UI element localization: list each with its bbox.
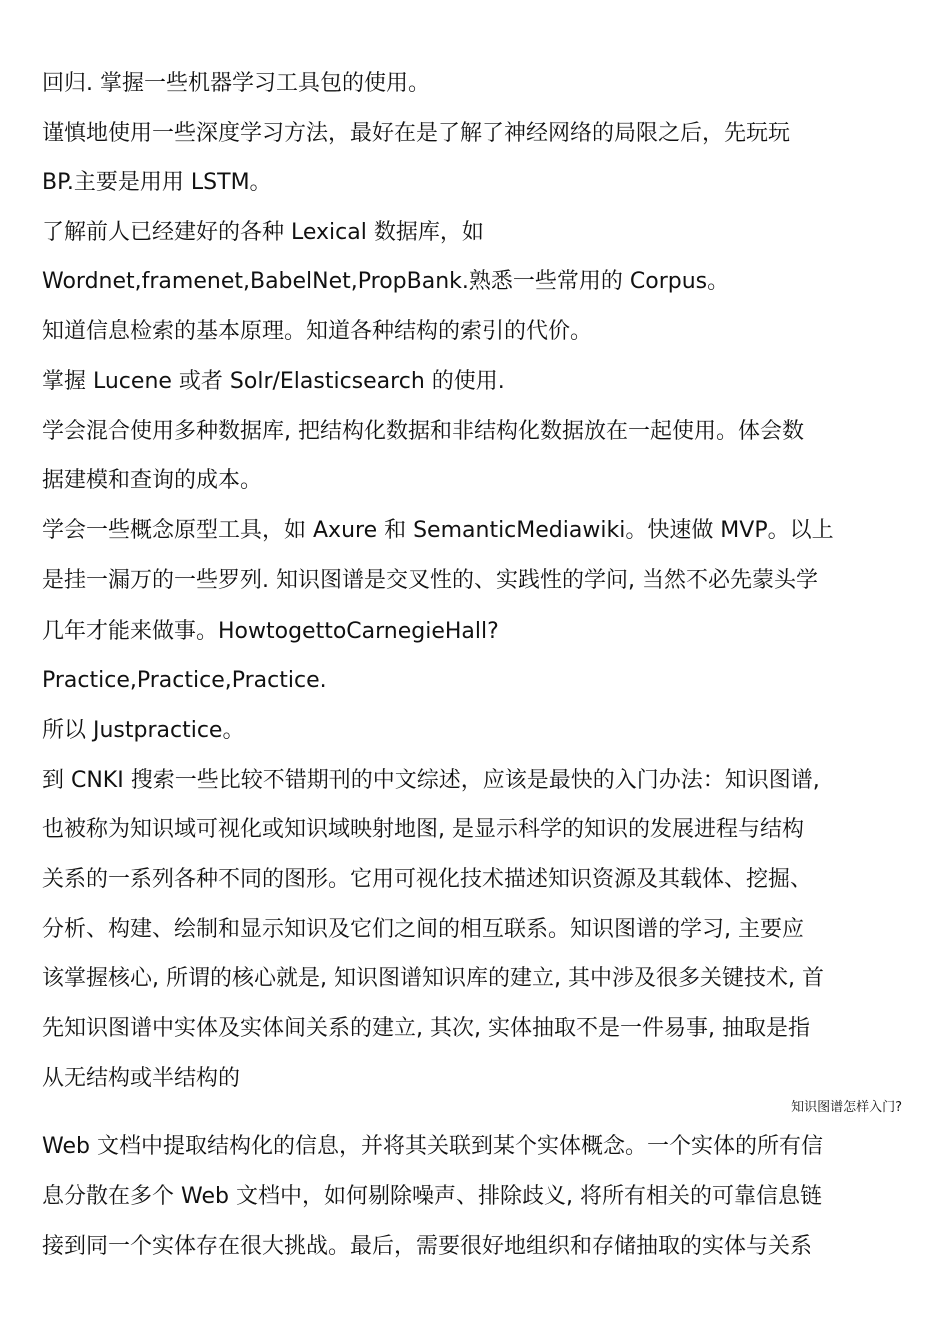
text-line: 分析、构建、绘制和显示知识及它们之间的相互联系。知识图谱的学习, 主要应 bbox=[42, 917, 804, 942]
text-line: 掌握 Lucene 或者 Solr/Elasticsearch 的使用. bbox=[42, 369, 505, 394]
text-line: 到 CNKI 搜索一些比较不错期刊的中文综述，应该是最快的入门办法：知识图谱, bbox=[42, 768, 820, 793]
text-line: 也被称为知识域可视化或知识域映射地图, 是显示科学的知识的发展进程与结构 bbox=[42, 817, 804, 842]
text-line: Web 文档中提取结构化的信息，并将其关联到某个实体概念。一个实体的所有信 bbox=[42, 1134, 823, 1159]
text-line: 从无结构或半结构的 bbox=[42, 1066, 241, 1091]
text-line: Wordnet,framenet,BabelNet,PropBank.熟悉一些常用的 Corpus。 bbox=[42, 269, 730, 294]
text-line: 关系的一系列各种不同的图形。它用可视化技术描述知识资源及其载体、挖掘、 bbox=[42, 867, 813, 892]
text-line: 该掌握核心, 所谓的核心就是, 知识图谱知识库的建立, 其中涉及很多关键技术, 首 bbox=[42, 966, 824, 991]
text-line: 谨慎地使用一些深度学习方法，最好在是了解了神经网络的局限之后，先玩玩 bbox=[42, 121, 791, 146]
text-line: 学会一些概念原型工具，如 Axure 和 SemanticMediawiki。快速做 MVP。以上 bbox=[42, 518, 834, 543]
text-line: 先知识图谱中实体及实体间关系的建立, 其次, 实体抽取不是一件易事, 抽取是指 bbox=[42, 1016, 810, 1041]
text-line: 回归. 掌握一些机器学习工具包的使用。 bbox=[42, 71, 430, 96]
page-caption: 知识图谱怎样入门? bbox=[791, 1100, 902, 1115]
text-line: 几年才能来做事。HowtogettoCarnegieHall? bbox=[42, 619, 499, 644]
text-line: Practice,Practice,Practice. bbox=[42, 668, 327, 693]
text-line: 据建模和查询的成本。 bbox=[42, 468, 263, 493]
text-line: 学会混合使用多种数据库, 把结构化数据和非结构化数据放在一起使用。体会数 bbox=[42, 419, 804, 444]
text-line: 知道信息检索的基本原理。知道各种结构的索引的代价。 bbox=[42, 319, 593, 344]
text-line: 所以 Justpractice。 bbox=[42, 718, 245, 743]
text-line: 息分散在多个 Web 文档中，如何剔除噪声、排除歧义, 将所有相关的可靠信息链 bbox=[42, 1184, 822, 1209]
text-line: 是挂一漏万的一些罗列. 知识图谱是交叉性的、实践性的学问, 当然不必先蒙头学 bbox=[42, 568, 818, 593]
text-line: BP.主要是用用 LSTM。 bbox=[42, 170, 272, 195]
text-line: 了解前人已经建好的各种 Lexical 数据库，如 bbox=[42, 220, 484, 245]
text-line: 接到同一个实体存在很大挑战。最后，需要很好地组织和存储抽取的实体与关系 bbox=[42, 1234, 813, 1259]
